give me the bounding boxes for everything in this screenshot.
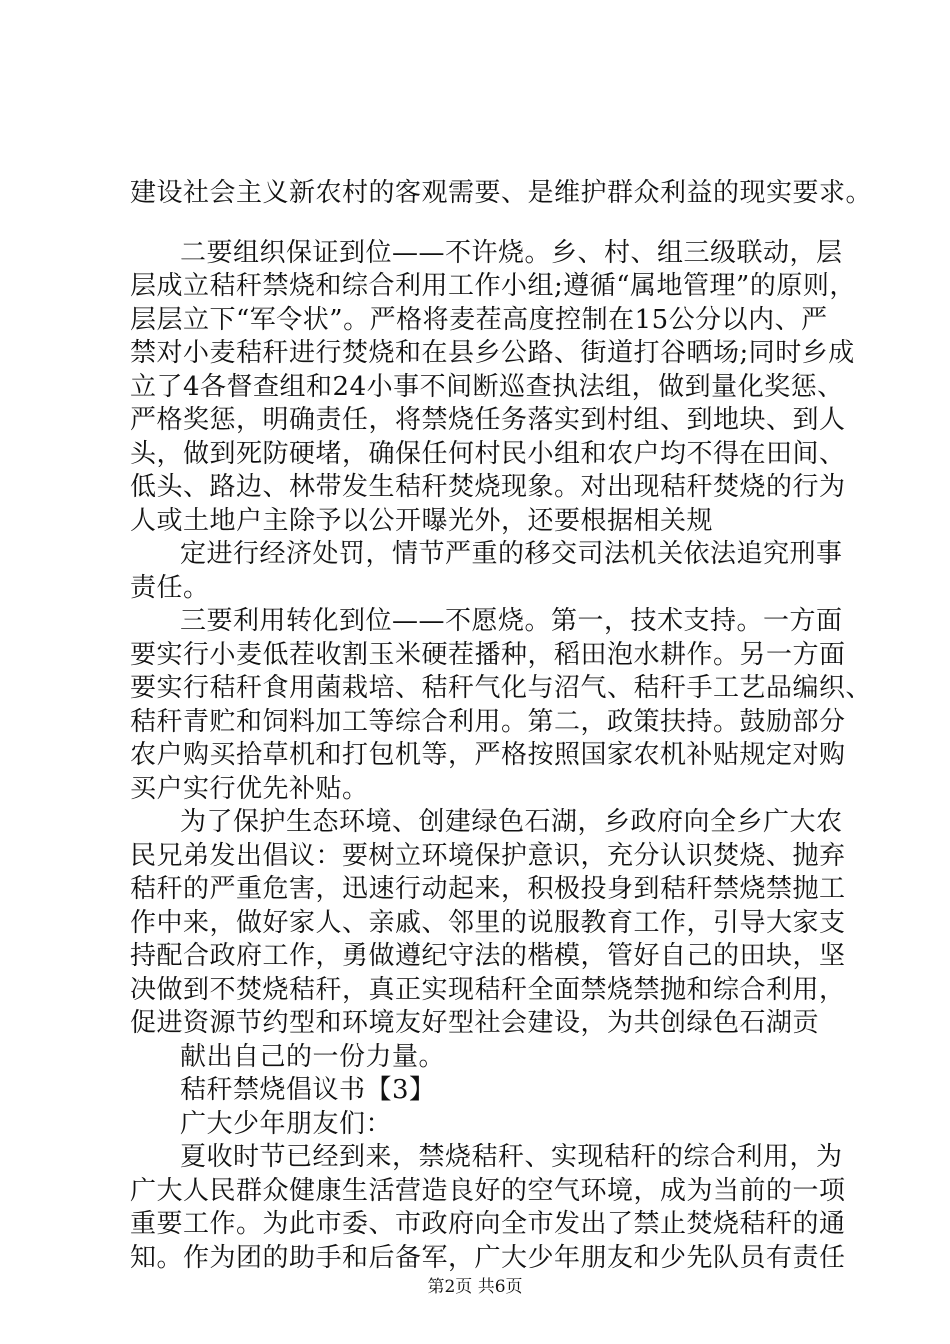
text-line: 广大人民群众健康生活营造良好的空气环境，成为当前的一项 (130, 1176, 846, 1206)
page-number-footer: 第2页 共6页 (427, 1277, 523, 1297)
text-line: 人或土地户主除予以公开曝光外，还要根据相关规 (130, 506, 714, 536)
text-line: 秸秆青贮和饲料加工等综合利用。第二，政策扶持。鼓励部分 (130, 707, 846, 737)
text-line: 持配合政府工作，勇做遵纪守法的楷模，管好自己的田块，坚 (130, 941, 846, 971)
text-line: 为了保护生态环境、创建绿色石湖，乡政府向全乡广大农 (180, 807, 843, 837)
text-line: 头，做到死防硬堵，确保任何村民小组和农户均不得在田间、 (130, 439, 846, 469)
text-line: 层成立秸秆禁烧和综合利用工作小组;遵循“属地管理”的原则， (130, 271, 856, 301)
section-heading: 秸秆禁烧倡议书【3】 (180, 1075, 436, 1105)
text-line: 低头、路边、林带发生秸秆焚烧现象。对出现秸秆焚烧的行为 (130, 472, 846, 502)
text-line: 知。作为团的助手和后备军，广大少年朋友和少先队员有责任 (130, 1243, 846, 1273)
text-line: 三要利用转化到位——不愿烧。第一，技术支持。一方面 (180, 606, 843, 636)
text-line: 二要组织保证到位——不许烧。乡、村、组三级联动，层 (180, 238, 843, 268)
text-line: 促进资源节约型和环境友好型社会建设，为共创绿色石湖贡 (130, 1008, 820, 1038)
text-line: 农户购买拾草机和打包机等，严格按照国家农机补贴规定对购 (130, 740, 846, 770)
text-line: 要实行秸秆食用菌栽培、秸秆气化与沼气、秸秆手工艺品编织、 (130, 673, 873, 703)
text-line: 禁对小麦秸秆进行焚烧和在县乡公路、街道打谷晒场;同时乡成 (130, 338, 855, 368)
text-line: 严格奖惩，明确责任，将禁烧任务落实到村组、到地块、到人 (130, 405, 846, 435)
text-line: 建设社会主义新农村的客观需要、是维护群众利益的现实要求。 (130, 178, 873, 208)
text-line: 民兄弟发出倡议：要树立环境保护意识，充分认识焚烧、抛弃 (130, 841, 846, 871)
salutation: 广大少年朋友们： (180, 1109, 393, 1139)
text-line: 重要工作。为此市委、市政府向全市发出了禁止焚烧秸秆的通 (130, 1209, 846, 1239)
text-line: 立了4各督查组和24小事不间断巡查执法组，做到量化奖惩、 (130, 372, 844, 402)
text-line: 定进行经济处罚，情节严重的移交司法机关依法追究刑事 (180, 539, 843, 569)
text-line: 决做到不焚烧秸秆，真正实现秸秆全面禁烧禁抛和综合利用， (130, 975, 846, 1005)
text-line: 要实行小麦低茬收割玉米硬茬播种，稻田泡水耕作。另一方面 (130, 640, 846, 670)
text-line: 夏收时节已经到来，禁烧秸秆、实现秸秆的综合利用，为 (180, 1142, 843, 1172)
text-line: 责任。 (130, 573, 210, 603)
text-line: 层层立下“军令状”。严格将麦茬高度控制在15公分以内、严 (130, 305, 828, 335)
text-line: 秸秆的严重危害，迅速行动起来，积极投身到秸秆禁烧禁抛工 (130, 874, 846, 904)
text-line: 作中来，做好家人、亲戚、邻里的说服教育工作，引导大家支 (130, 908, 846, 938)
text-line: 献出自己的一份力量。 (180, 1042, 446, 1072)
text-line: 买户实行优先补贴。 (130, 774, 369, 804)
